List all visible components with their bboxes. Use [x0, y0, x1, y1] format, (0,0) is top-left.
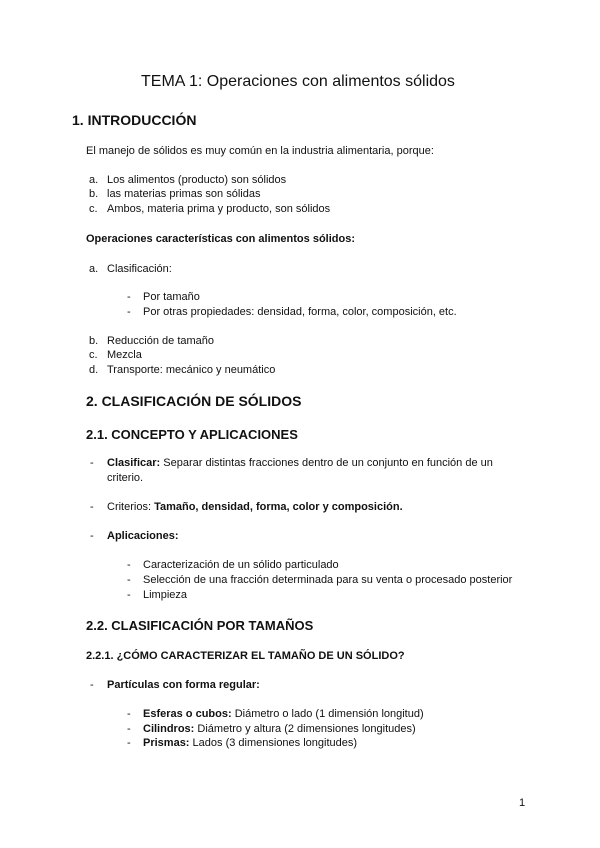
list-item: Los alimentos (producto) son sólidos — [107, 174, 287, 186]
list-marker: b. — [89, 335, 99, 347]
clasificar-label: Clasificar: — [107, 457, 161, 469]
list-marker: - — [127, 737, 131, 749]
list-marker: a. — [89, 263, 99, 275]
list-marker: d. — [89, 364, 99, 376]
clasificar-text-continued: criterio. — [107, 472, 144, 484]
list-marker: - — [127, 589, 131, 601]
shape-label: Cilindros: — [143, 723, 195, 735]
list-item: Por tamaño — [143, 291, 200, 303]
list-item: Por otras propiedades: densidad, forma, color, composición, etc. — [143, 306, 457, 318]
list-marker: a. — [89, 174, 99, 186]
operations-heading: Operaciones características con alimentos sólidos: — [86, 233, 355, 245]
list-item: Mezcla — [107, 349, 142, 361]
section-2-2-1-heading: 2.2.1. ¿CÓMO CARACTERIZAR EL TAMAÑO DE UN SÓLIDO? — [86, 650, 405, 662]
shape-label: Prismas: — [143, 737, 190, 749]
list-marker: - — [127, 559, 131, 571]
forma-regular-label: Partículas con forma regular: — [107, 679, 260, 691]
list-marker: - — [127, 574, 131, 586]
list-marker: - — [127, 291, 131, 303]
criterios-values: Tamaño, densidad, forma, color y composición. — [154, 501, 403, 513]
list-marker: c. — [89, 203, 98, 215]
shape-description: Diámetro o lado (1 dimensión longitud) — [234, 708, 424, 720]
page-title: TEMA 1: Operaciones con alimentos sólidos — [141, 73, 455, 90]
list-item: Selección de una fracción determinada para su venta o procesado posterior — [143, 574, 513, 586]
section-2-1-heading: 2.1. CONCEPTO Y APLICACIONES — [86, 427, 298, 442]
list-marker: c. — [89, 349, 98, 361]
list-marker: - — [90, 457, 94, 469]
aplicaciones-label: Aplicaciones: — [107, 530, 179, 542]
list-marker: - — [127, 306, 131, 318]
list-marker: - — [90, 679, 94, 691]
shape-description: Lados (3 dimensiones longitudes) — [192, 737, 358, 749]
shape-description: Diámetro y altura (2 dimensiones longitudes) — [197, 723, 416, 735]
section-1-heading: 1. INTRODUCCIÓN — [72, 112, 197, 128]
page-number: 1 — [519, 797, 526, 809]
list-item: Clasificación: — [107, 263, 172, 275]
list-marker: - — [127, 723, 131, 735]
list-item: Transporte: mecánico y neumático — [107, 364, 276, 376]
list-item — [143, 737, 357, 749]
list-marker: b. — [89, 188, 99, 200]
intro-paragraph: El manejo de sólidos es muy común en la industria alimentaria, porque: — [86, 145, 434, 157]
list-item: Caracterización de un sólido particulado — [143, 559, 339, 571]
section-2-heading: 2. CLASIFICACIÓN DE SÓLIDOS — [86, 393, 302, 409]
list-item: las materias primas son sólidas — [107, 188, 261, 200]
criterios-line — [107, 501, 403, 513]
list-item — [143, 708, 424, 720]
clasificar-text: Separar distintas fracciones dentro de un conjunto en función de un — [163, 457, 493, 469]
list-marker: - — [90, 530, 94, 542]
shape-label: Esferas o cubos: — [143, 708, 232, 720]
list-marker: - — [90, 501, 94, 513]
section-2-2-heading: 2.2. CLASIFICACIÓN POR TAMAÑOS — [86, 618, 314, 633]
criterios-label: Criterios: — [107, 501, 152, 513]
list-item: Reducción de tamaño — [107, 335, 215, 347]
clasificar-definition — [107, 457, 493, 469]
list-item: Ambos, materia prima y producto, son sólidos — [107, 203, 331, 215]
list-item: Limpieza — [143, 589, 188, 601]
list-marker: - — [127, 708, 131, 720]
list-item — [143, 723, 416, 735]
